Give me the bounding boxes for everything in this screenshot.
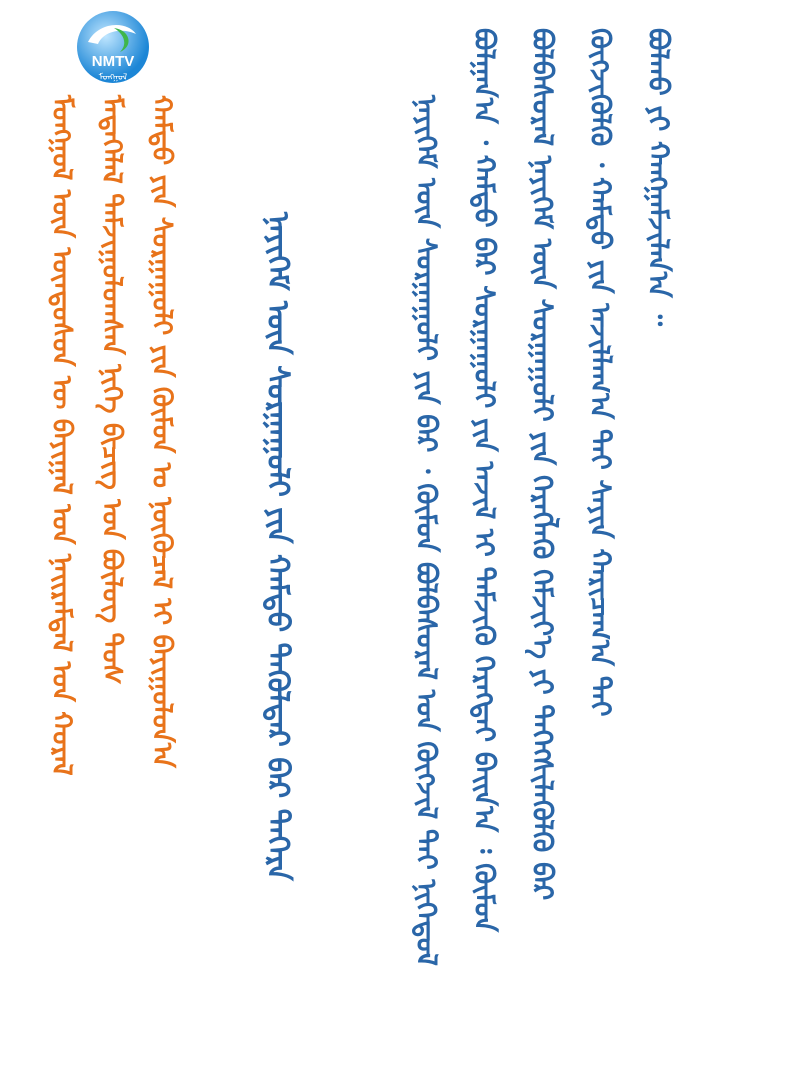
body-line-3: ᠪᠣᠯᠪᠠᠰᠤᠷᠠᠯ ᠨᠡᠶᠢᠭᠡᠮ ᠦᠨ ᠰᠤᠷᠭᠠᠭᠤᠯᠢ ᠶᠢᠨ ᠬᠡᠷᠡᠭᠯᠡᠬᠦ ᠬᠡᠮᠵᠢᠶ᠎ᠡ ᠶᠢ ᠳᠡᠭᠡᠭᠰᠢᠯᠡᠭᠦᠯᠬᠦ ᠪᠠᠷ xyxy=(526,28,559,901)
logo-emblem-icon xyxy=(74,8,152,86)
body-line-1: ᠨᠡᠶᠢᠭᠡᠮ ᠦᠨ ᠰᠤᠷᠭᠠᠭᠤᠯᠢ ᠶᠢᠨ ᠪᠡᠷ ᠂ ᠬᠦᠮᠦᠨ ᠪᠣᠯᠪᠠᠰᠤᠷᠠᠯ ᠤᠨ ᠬᠥᠭᠵᠢᠯ ᠲᠡᠢ ᠨᠢᠭᠡᠳᠦᠯ xyxy=(410,95,443,966)
nmtv-logo xyxy=(74,8,152,86)
logo-brand-text: NMTV xyxy=(91,53,135,70)
page-title: ᠨᠡᠶᠢᠭᠡᠮ ᠦᠨ ᠰᠤᠷᠭᠠᠭᠤᠯᠢ ᠶᠢᠨ ᠬᠠᠮᠲᠤ ᠲᠡᠭᠦᠯᠳᠡᠷ ᠪᠠᠷ ᠳᠡᠭᠡᠷᠡ xyxy=(260,212,295,881)
logo-script-text: ᠮᠣᠩᠭᠣᠯ xyxy=(98,73,128,83)
caption-line-2: ᠮᠡᠳᠡᠭᠡᠯᠡᠯ ᠳᠠᠮᠵᠢᠭᠤᠯᠤᠭᠰᠠᠨ ᠨᠢᠭᠡ ᠪᠢᠴᠢᠭ ᠤᠨ ᠪᠦᠯᠦᠭ ᠲᠤᠰ xyxy=(96,95,127,685)
caption-line-1: ᠮᠣᠩᠭᠣᠯ ᠦᠨ ᠦᠨᠳᠦᠰᠦᠨ ᠦ ᠪᠠᠶᠢᠭᠠᠯ ᠤᠨ ᠨᠠᠢᠷᠠᠮᠳᠠᠯ ᠤᠨ ᠬᠤᠷᠠᠯ xyxy=(46,95,77,776)
body-line-4: ᠬᠥᠭᠵᠢᠭᠦᠯᠬᠦ ᠂ ᠬᠠᠮᠲᠤ ᠶᠢᠨ ᠠᠵᠢᠯᠯᠠᠭ᠎ᠠ ᠲᠠᠢ ᠰᠠᠶᠢᠨ ᠬᠠᠷᠢᠴᠠᠭ᠎ᠠ ᠲᠠᠢ xyxy=(584,28,617,717)
body-line-5: ᠪᠣᠯᠬᠤ ᠶᠢ ᠬᠠᠩᠭᠠᠮᠵᠢᠯᠠᠨ᠎ᠠ ᠃ xyxy=(642,28,675,326)
body-line-2: ᠪᠣᠯᠭᠠᠨ᠎ᠠ ᠂ ᠬᠠᠮᠲᠤ ᠪᠠᠷ ᠰᠤᠷᠭᠠᠭᠤᠯᠢ ᠶᠢᠨ ᠠᠵᠢᠯ ᠢ ᠳᠡᠮᠵᠢᠬᠦ ᠬᠡᠷᠡᠭᠲᠡᠢ ᠪᠠᠢᠨ᠎ᠠ ᠄ ᠬᠦᠮᠦᠨ xyxy=(468,28,501,933)
caption-line-3: ᠬᠠᠮᠲᠤ ᠶᠢᠨ ᠰᠤᠷᠭᠠᠭᠤᠯᠢ ᠶᠢᠨ ᠬᠦᠮᠦᠨ ᠤ ᠨᠦᠬᠦᠴᠡᠯ ᠢ ᠪᠠᠶᠢᠭᠤᠯᠤᠨ᠎ᠠ xyxy=(146,95,177,768)
